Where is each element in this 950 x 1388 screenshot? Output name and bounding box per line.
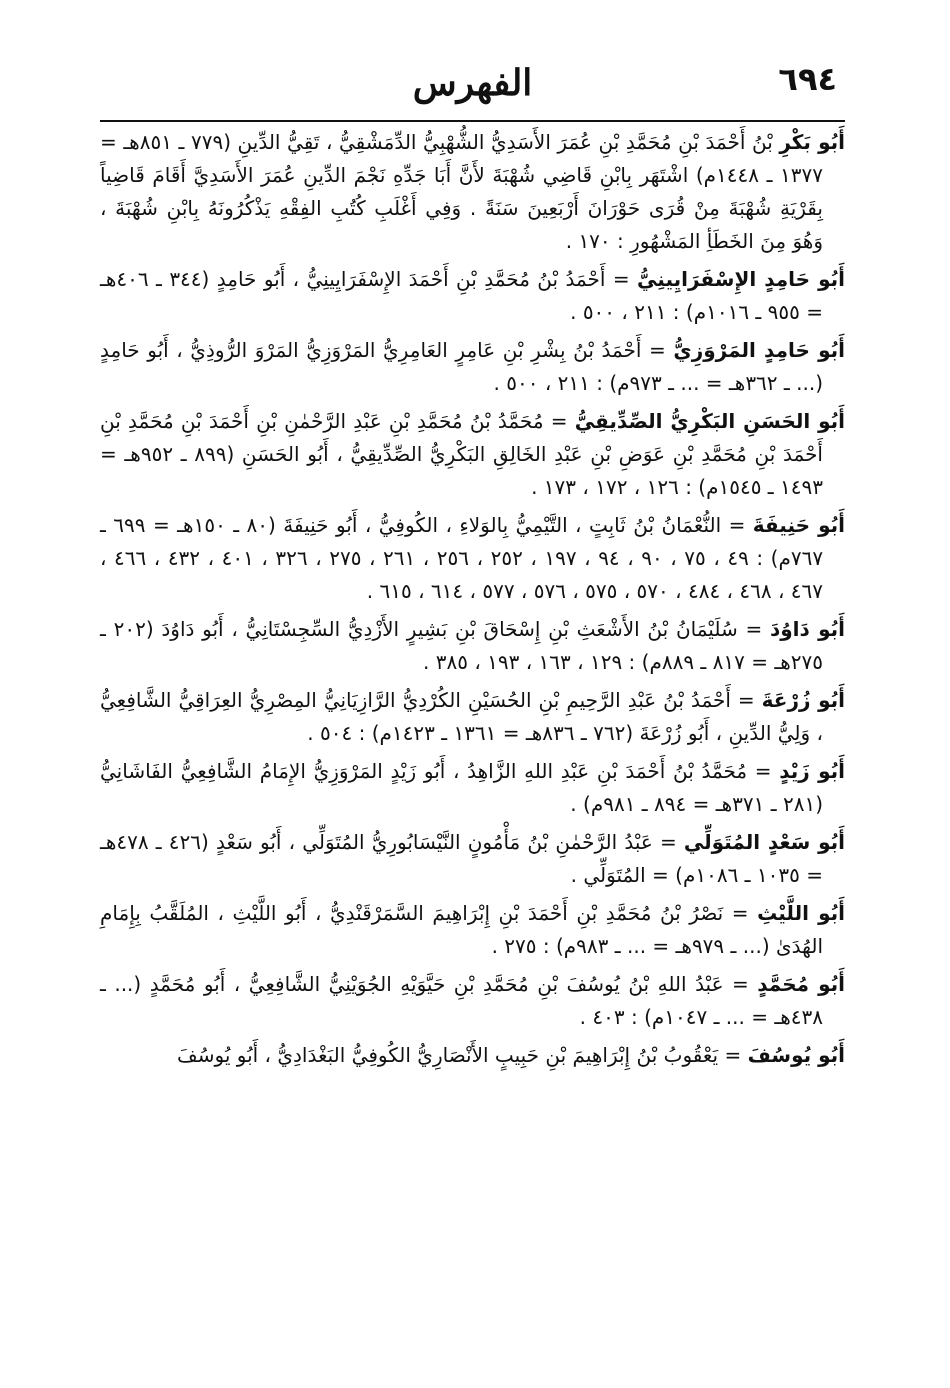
index-entry	[100, 405, 845, 504]
entry-name: أَبُو الحَسَنِ البَكْرِيُّ الصِّدِّيقِيُّ	[574, 409, 845, 433]
entry-name: أَبُو اللَّيْثِ	[757, 901, 846, 925]
entry-text: = مُحَمَّدُ بْنُ أَحْمَدَ بْنِ عَبْدِ اللهِ الزَّاهِدُ ، أَبُو زَيْدٍ المَرْوَزِيُّ الإِمَامُ الشَّافِعِيُّ الفَاشَانِيُّ (٢٨١ ـ ٣٧١هـ = ٨٩٤ ـ ٩٨١م) .	[100, 759, 823, 816]
page-header	[100, 50, 845, 120]
entry-text: = أَحْمَدُ بْنُ عَبْدِ الرَّحِيمِ بْنِ الحُسَيْنِ الكُرْدِيُّ الرَّازِيَانِيُّ المِصْرِيُّ العِرَاقِيُّ الشَّافِعِيُّ ، وَلِيُّ الدِّينِ ، أَبُو زُرْعَةَ (٧٦٢ ـ ٨٣٦هـ = ١٣٦١ ـ ١٤٢٣م) : ٥٠٤ .	[100, 688, 823, 745]
entry-text: = أَحْمَدُ بْنُ مُحَمَّدِ بْنِ أَحْمَدَ الإِسْفَرَايِينِيُّ ، أَبُو حَامِدٍ (٣٤٤ ـ ٤٠٦هـ = ٩٥٥ ـ ١٠١٦م) : ٢١١ ، ٥٠٠ .	[100, 267, 823, 324]
index-entry	[100, 755, 845, 821]
entry-text: = مُحَمَّدُ بْنُ مُحَمَّدِ بْنِ عَبْدِ الرَّحْمٰنِ بْنِ أَحْمَدَ بْنِ مُحَمَّدِ بْنِ أَحْمَدَ بْنِ مُحَمَّدِ بْنِ عَوَضِ بْنِ عَبْدِ الخَالِقِ البَكْرِيُّ الصِّدِّيقِيُّ ، أَبُو الحَسَنِ (٨٩٩ ـ ٩٥٢هـ = ١٤٩٣ ـ ١٥٤٥م) : ١٢٦ ، ١٧٢ ، ١٧٣ .	[100, 409, 823, 499]
entry-text: = سُلَيْمَانُ بْنُ الأَشْعَثِ بْنِ إِسْحَاقَ بْنِ بَشِيرٍ الأَزْدِيُّ السِّجِسْتَانِيُّ ، أَبُو دَاوُدَ (٢٠٢ ـ ٢٧٥هـ = ٨١٧ ـ ٨٨٩م) : ١٢٩ ، ١٦٣ ، ١٩٣ ، ٣٨٥ .	[100, 617, 823, 674]
entry-name: أَبُو مُحَمَّدٍ	[757, 972, 845, 996]
entry-text: = عَبْدُ اللهِ بْنُ يُوسُفَ بْنِ مُحَمَّدِ بْنِ حَيَّوَيْهِ الجُوَيْنِيُّ الشَّافِعِيُّ ، أَبُو مُحَمَّدٍ (... ـ ٤٣٨هـ = ... ـ ١٠٤٧م) : ٤٠٣ .	[100, 972, 823, 1029]
entry-name: أَبُو سَعْدٍ المُتَوَلِّي	[683, 830, 845, 854]
entry-text: = النُّعْمَانُ بْنُ ثَابِتٍ ، التَّيْمِيُّ بِالوَلاءِ ، الكُوفِيُّ ، أَبُو حَنِيفَةَ (٨٠ ـ ١٥٠هـ = ٦٩٩ ـ ٧٦٧م) : ٤٩ ، ٧٥ ، ٩٠ ، ٩٤ ، ١٩٧ ، ٢٥٢ ، ٢٥٦ ، ٢٦١ ، ٢٧٥ ، ٣٢٦ ، ٤٠١ ، ٤٣٢ ، ٤٦٦ ، ٤٦٧ ، ٤٦٨ ، ٤٨٤ ، ٥٧٠ ، ٥٧٥ ، ٥٧٦ ، ٥٧٧ ، ٦١٤ ، ٦١٥ .	[100, 513, 824, 603]
entry-name: أَبُو حَامِدٍ المَرْوَزِيُّ	[673, 338, 845, 362]
entry-name: أَبُو حَنِيفَةَ	[752, 513, 845, 537]
index-entry	[100, 334, 845, 400]
entry-text: = يَعْقُوبُ بْنُ إِبْرَاهِيمَ بْنِ حَبِيبٍ الأَنْصَارِيُّ الكُوفِيُّ البَغْدَادِيُّ ، أَبُو يُوسُفَ	[177, 1043, 748, 1067]
entry-name: أَبُو حَامِدٍ الإِسْفَرَايِينِيُّ	[637, 267, 845, 291]
entry-text: = أَحْمَدُ بْنُ بِشْرِ بْنِ عَامِرٍ العَامِرِيُّ المَرْوَزِيُّ المَرْوَ الرُّوذِيُّ ، أَبُو حَامِدٍ (... ـ ٣٦٢هـ = ... ـ ٩٧٣م) : ٢١١ ، ٥٠٠ .	[100, 338, 823, 395]
index-entry	[100, 1039, 845, 1072]
index-entry	[100, 126, 845, 258]
page-number: ٦٩٤	[778, 60, 837, 98]
index-entry	[100, 613, 845, 679]
entry-name: أَبُو دَاوُدَ	[769, 617, 846, 641]
index-entry	[100, 509, 845, 608]
entry-name: أَبُو بَكْرِ	[779, 130, 846, 154]
index-entry	[100, 897, 845, 963]
header-divider	[100, 120, 845, 122]
index-entry	[100, 968, 845, 1034]
index-entries	[100, 126, 845, 1072]
entry-text: = نَصْرُ بْنُ مُحَمَّدِ بْنِ أَحْمَدَ بْنِ إِبْرَاهِيمَ السَّمَرْقَنْدِيُّ ، أَبُو اللَّيْثِ ، المُلَقَّبُ بِإِمَامِ الهُدَىٰ (... ـ ٩٧٩هـ = ... ـ ٩٨٣م) : ٢٧٥ .	[100, 901, 823, 958]
index-entry	[100, 263, 845, 329]
entry-name: أَبُو يُوسُفَ	[747, 1043, 845, 1067]
document-page	[100, 50, 845, 1300]
entry-text: بْنُ أَحْمَدَ بْنِ مُحَمَّدِ بْنِ عُمَرَ الأَسَدِيُّ الشُّهْبِيُّ الدِّمَشْقِيُّ ، تَقِيُّ الدِّينِ (٧٧٩ ـ ٨٥١هـ = ١٣٧٧ ـ ١٤٤٨م) اشْتَهَر بِابْنِ قَاضِي شُهْبَةَ لأَنَّ أَبَا جَدِّهِ نَجْمَ الدِّينِ عُمَرَ الأَسَدِيَّ أَقَامَ قَاضِياً بِقَرْيَةِ شُهْبَةَ مِنْ قُرَى حَوْرَانَ أَرْبَعِينَ سَنَةً . وَفِي أَغْلَبِ كُتُبِ الفِقْهِ يَذْكُرُونَهُ بِابْنِ شُهْبَةَ ، وَهُوَ مِنَ الخَطَأِ المَشْهُورِ : ١٧٠ .	[100, 130, 823, 253]
entry-text: = عَبْدُ الرَّحْمٰنِ بْنُ مَأْمُونٍ النَّيْسَابُورِيُّ المُتَوَلِّي ، أَبُو سَعْدٍ (٤٢٦ ـ ٤٧٨هـ = ١٠٣٥ ـ ١٠٨٦م) = المُتَوَلِّي .	[100, 830, 823, 887]
entry-name: أَبُو زُرْعَةَ	[761, 688, 845, 712]
index-entry	[100, 826, 845, 892]
entry-name: أَبُو زَيْدٍ	[779, 759, 845, 783]
page-title: الفهرس	[412, 62, 533, 104]
index-entry	[100, 684, 845, 750]
